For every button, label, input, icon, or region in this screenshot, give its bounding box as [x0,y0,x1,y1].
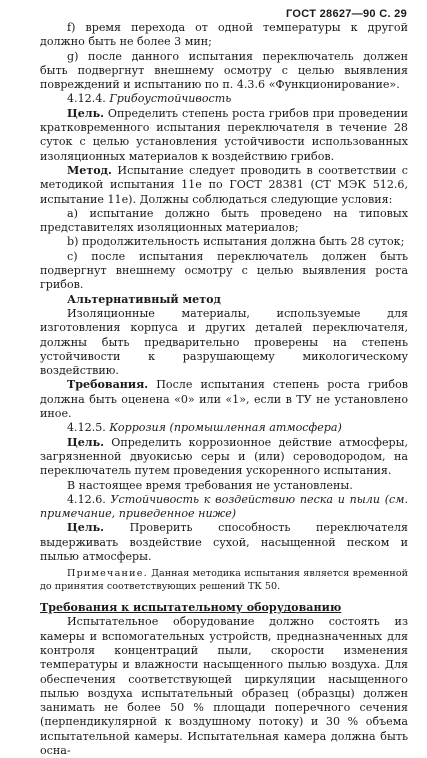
alternative-method-text: Изоляционные материалы, используемые для изготовления корпуса и других деталей переключателя, должны быть предварительно проверены на степень устойчивости к разрушающему микологическому воздействию. [40,306,408,378]
condition-c: c) после испытания переключатель должен быть подвергнут внешнему осмотру с целью выявления роста грибов. [40,249,408,292]
equipment-requirements-text: Испытательное оборудование должно состоять из камеры и вспомогательных устройств, предназначенных для контроля концентраций пыли, скорости изменения температуры и влажности насыщенного пылью воздуха. Для обеспечения соответствующей циркуляции насыщенного пылью воздуха испытательный образец (образцы) должен занимать не более 50 % площади поперечного сечения (перпендикулярной к воздушному потоку) и 30 % объема испытательной камеры. Испытательная камера должна быть осна- [40,615,408,758]
goal-label: Цель. [67,106,104,120]
goal-paragraph-2 [40,436,408,479]
section-number: 4.12.4. [67,92,106,106]
goal-paragraph-1 [40,107,408,164]
section-4-12-6-heading [40,493,408,522]
goal-text: Определить степень роста грибов при проведении кратковременного испытания переключателя в течение 28 суток с целью установления устойчивости использованных изоляционных материалов к воздействию грибов. [40,106,408,163]
section-title: Грибоустойчивость [109,92,232,106]
condition-b: b) продолжительность испытания должна быть 28 суток; [67,235,405,249]
condition-a: a) испытание должно быть проведено на типовых представителях изоляционных материалов; [40,206,408,235]
equipment-requirements-heading [40,601,408,615]
section-title: Устойчивость к воздействию песка и пыли (см. примечание, приведенное ниже) [40,492,408,521]
equipment-heading-text: Требования к испытательному оборудованию [40,601,342,615]
document-body [40,21,408,758]
section-4-12-4-heading [40,92,408,106]
section-4-12-5-heading [40,421,408,435]
requirements-not-set: В настоящее время требования не установлены. [67,478,353,492]
requirements-paragraph-1 [40,378,408,421]
section-number: 4.12.5. [67,421,106,435]
goal-paragraph-3 [40,521,408,564]
page-header: ГОСТ 28627—90 С. 29 [286,8,407,20]
goal-text: Определить коррозионное действие атмосферы, загрязненной двуокисью серы и (или) сероводородом, на переключатель путем проведения ускоренного испытания. [40,435,408,478]
requirements-label: Требования. [67,378,149,392]
note-label: Примечание. [67,568,148,580]
note-paragraph [40,568,408,593]
section-number: 4.12.6. [67,492,106,506]
goal-label: Цель. [67,435,104,449]
item-g: g) после данного испытания переключатель должен быть подвергнут внешнему осмотру с целью выявления повреждений и испытанию по п. 4.3.6 «Функционирование». [40,49,408,92]
section-title: Коррозия (промышленная атмосфера) [109,421,342,435]
note-text: Данная методика испытания является временной до принятия соответствующих решений ТК 50. [40,568,408,592]
item-f: f) время перехода от одной температуры к другой должно быть не более 3 мин; [40,21,408,49]
method-text: Испытание следует проводить в соответствии с методикой испытания 11е по ГОСТ 28381 (СТ МЭК 512.6, испытание 11е). Должны соблюдаться следующие условия: [40,163,408,206]
goal-text: Проверить способность переключателя выдерживать воздействие сухой, насыщенной песком и пылью атмосферы. [40,521,408,563]
method-label: Метод. [67,163,112,177]
requirements-text: После испытания степень роста грибов должна быть оценена «0» или «1», если в ТУ не установлено иное. [40,378,408,421]
goal-label: Цель. [67,521,104,535]
method-paragraph [40,164,408,207]
spacer [40,593,408,601]
alternative-method-heading: Альтернативный метод [67,292,221,306]
